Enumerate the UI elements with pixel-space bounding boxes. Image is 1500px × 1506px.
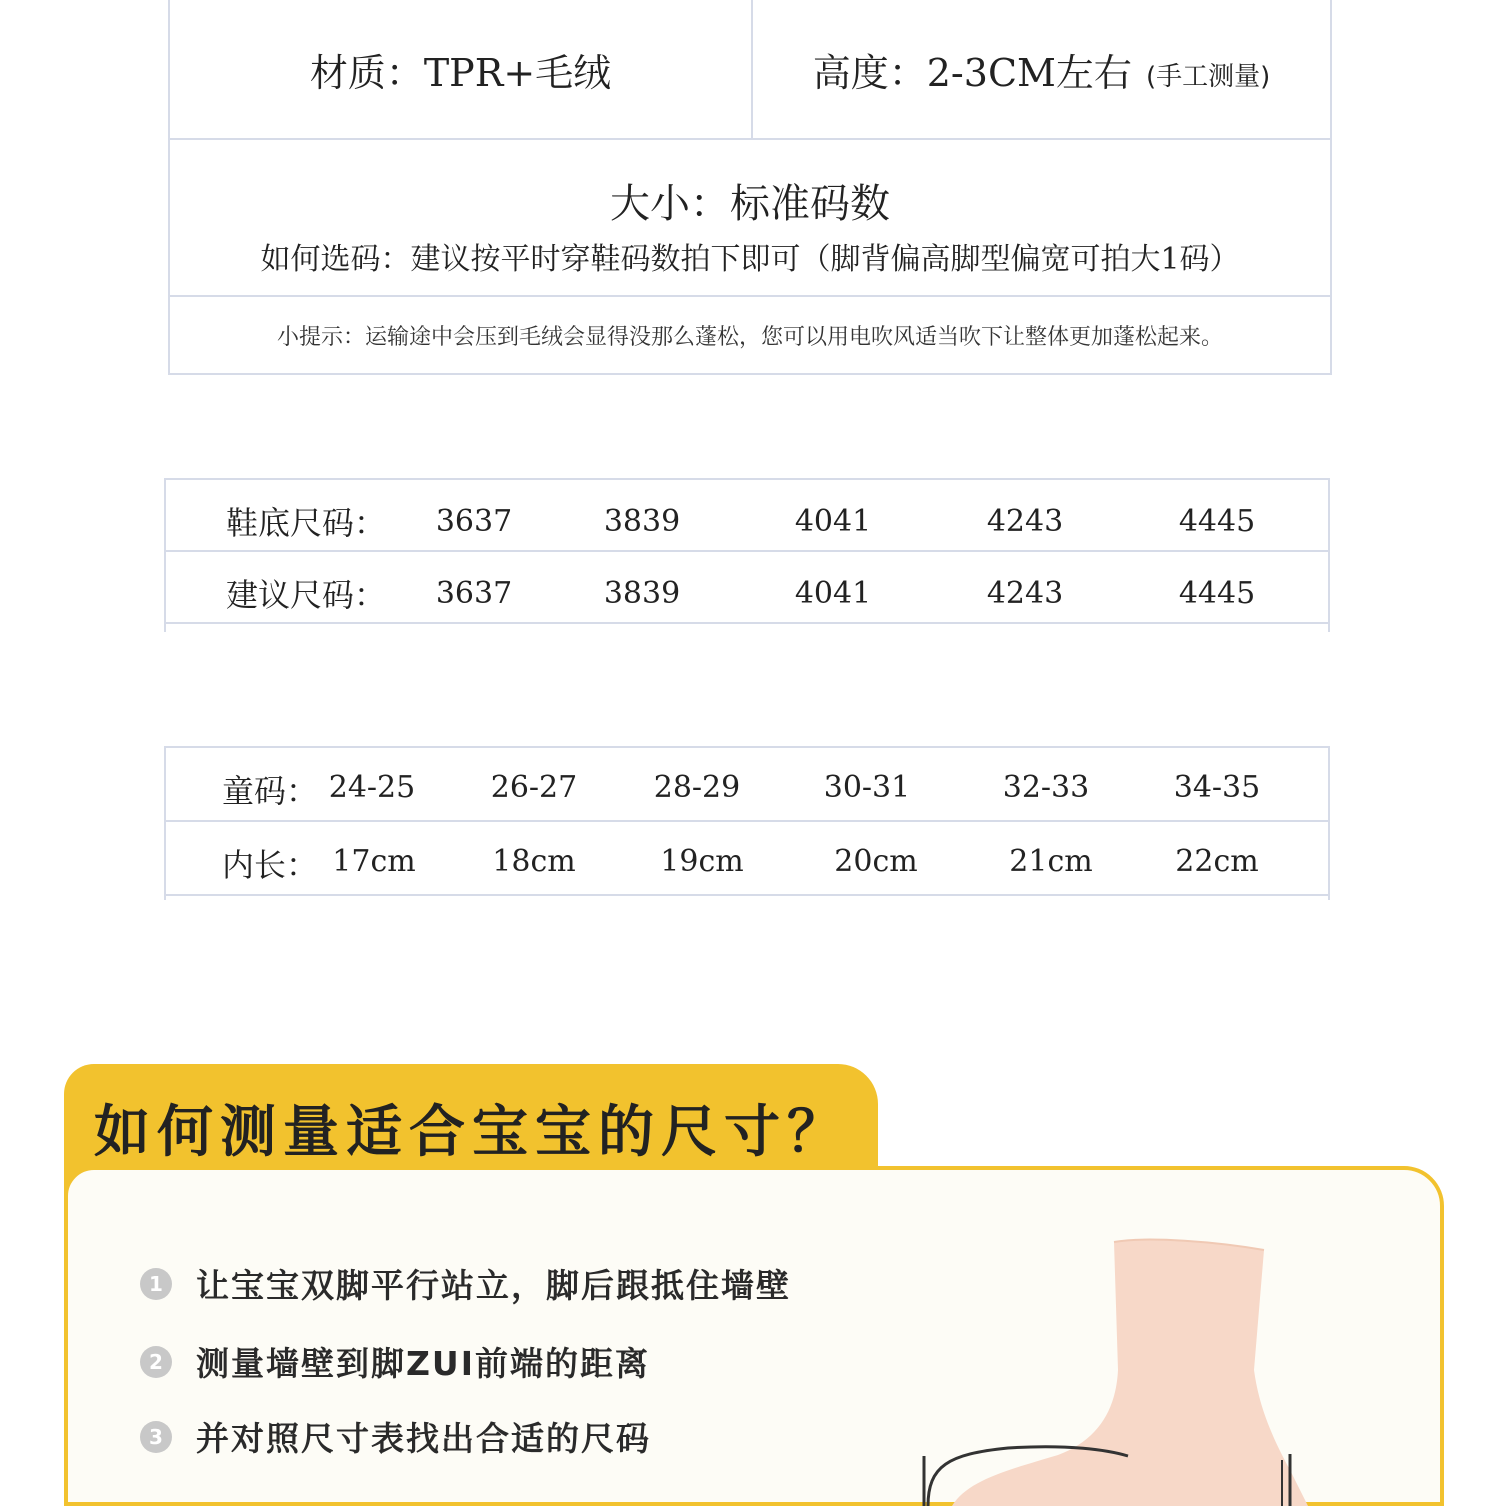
table-cell: 21cm [1009,844,1093,879]
table-cell: 22cm [1175,844,1259,879]
size-table [164,478,1330,632]
spec-table [168,0,1332,375]
howto-text: 如何选码：建议按平时穿鞋码数拍下即可（脚背偏高脚型偏宽可拍大1码） [260,242,1240,277]
inner-length-label: 内长： [222,846,319,884]
step-number-icon: 3 [140,1421,172,1453]
table-cell: 24-25 [328,770,416,805]
table-cell: 19cm [660,844,744,879]
table-row [166,748,1328,822]
table-row [166,552,1328,624]
step-text: 测量墙壁到脚ZUI前端的距离 [196,1344,651,1383]
height-text: 高度：2-3CM左右 [812,50,1132,95]
table-cell: 3839 [603,576,681,611]
kids-size-table [164,746,1330,900]
table-row [166,822,1328,896]
sole-size-label: 鞋底尺码： [226,504,387,542]
table-cell: 34-35 [1173,770,1261,805]
height-note: (手工测量) [1145,61,1271,92]
step-number-icon: 2 [140,1346,172,1378]
table-cell: 4041 [794,504,872,539]
guide-title: 如何测量适合宝宝的尺寸？ [94,1100,850,1165]
kids-size-label: 童码： [222,772,319,810]
table-cell: 3637 [435,504,513,539]
table-cell: 3839 [603,504,681,539]
size-text: 大小：标准码数 [610,181,890,227]
table-cell: 4445 [1178,576,1256,611]
table-cell: 20cm [834,844,918,879]
suggest-size-label: 建议尺码： [226,576,387,614]
table-cell: 4041 [794,576,872,611]
spec-row-material-height [170,0,1330,140]
table-cell: 32-33 [1002,770,1090,805]
height-cell [753,0,1330,138]
table-row [166,480,1328,552]
spec-row-size [170,140,1330,297]
table-cell: 30-31 [823,770,911,805]
step-text: 并对照尺寸表找出合适的尺码 [196,1419,651,1458]
table-cell: 28-29 [653,770,741,805]
material-text: 材质：TPR+毛绒 [309,50,612,95]
table-cell: 4243 [986,576,1064,611]
table-cell: 3637 [435,576,513,611]
table-cell: 17cm [332,844,416,879]
table-cell: 18cm [492,844,576,879]
table-cell: 26-27 [490,770,578,805]
step-number-icon: 1 [140,1268,172,1300]
guide-panel [64,1166,1444,1506]
table-cell: 4445 [1178,504,1256,539]
step-text: 让宝宝双脚平行站立，脚后跟抵住墙壁 [196,1266,791,1305]
table-cell: 4243 [986,504,1064,539]
tip-text: 小提示：运输途中会压到毛绒会显得没那么蓬松，您可以用电吹风适当吹下让整体更加蓬松起来。 [276,324,1223,350]
foot-measure-illustration-icon [68,1170,1440,1506]
